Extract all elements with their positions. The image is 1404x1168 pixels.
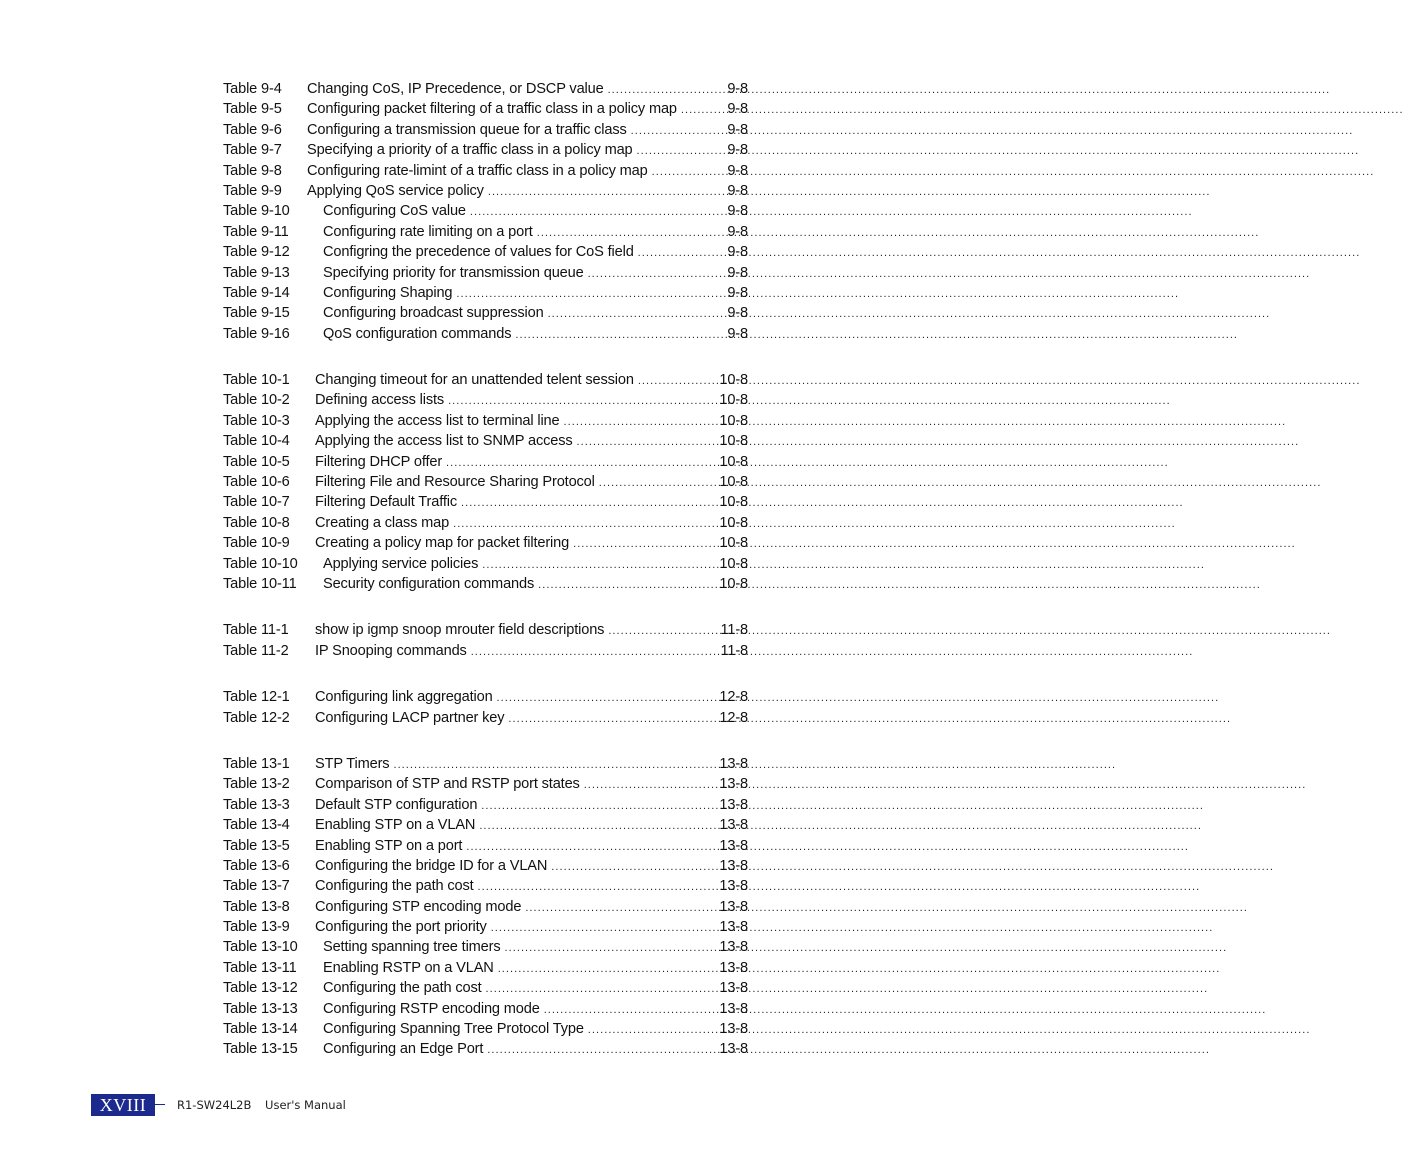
- table-title: Configuring the path cost: [323, 980, 482, 997]
- dot-leader: [393, 755, 713, 775]
- table-number: Table 9-6: [223, 121, 282, 138]
- toc-entry[interactable]: [223, 774, 748, 794]
- dot-leader: [608, 621, 714, 641]
- toc-entry[interactable]: [223, 620, 748, 640]
- toc-group: [223, 687, 748, 728]
- table-title: Configuring RSTP encoding mode: [323, 1000, 540, 1017]
- toc-entry[interactable]: [223, 876, 748, 896]
- page-reference: 9-8: [727, 264, 748, 281]
- dot-leader: [482, 555, 713, 575]
- table-title: Configuring CoS value: [323, 203, 466, 220]
- table-number: Table 9-15: [223, 305, 290, 322]
- page-reference: 10-8: [719, 514, 748, 531]
- dot-leader: [608, 80, 722, 100]
- page-reference: 9-8: [727, 284, 748, 301]
- dot-leader: [453, 514, 713, 534]
- page-reference: 9-8: [727, 182, 748, 199]
- table-number: Table 9-7: [223, 142, 282, 159]
- table-title: Creating a policy map for packet filtering: [315, 535, 570, 552]
- page-reference: 11-8: [720, 622, 748, 639]
- page-reference: 13-8: [719, 959, 748, 976]
- table-title: Configring the precedence of values for CoS field: [323, 244, 634, 261]
- table-number: Table 10-4: [223, 433, 290, 450]
- table-title: Applying service policies: [323, 555, 479, 572]
- table-title: Configuring link aggregation: [315, 689, 493, 706]
- toc-group: [223, 370, 748, 594]
- toc-group: [223, 79, 748, 344]
- dot-leader: [638, 243, 722, 263]
- table-number: Table 13-6: [223, 857, 290, 874]
- table-title: Configuring an Edge Port: [323, 1041, 484, 1058]
- dot-leader: [631, 121, 722, 141]
- page-reference: 9-8: [727, 81, 748, 97]
- table-number: Table 10-3: [223, 412, 290, 429]
- dot-leader: [487, 1040, 713, 1060]
- toc-entry[interactable]: [223, 201, 748, 221]
- table-number: Table 9-16: [223, 325, 290, 342]
- toc-entry[interactable]: [223, 161, 748, 181]
- toc-entry[interactable]: [223, 242, 748, 262]
- page-reference: 9-8: [727, 325, 748, 342]
- table-title: Applying the access list to SNMP access: [315, 433, 573, 450]
- toc-entry[interactable]: [223, 411, 748, 431]
- table-number: Table 13-11: [223, 959, 297, 976]
- table-title: Setting spanning tree timers: [323, 939, 501, 956]
- table-number: Table 9-9: [223, 182, 282, 199]
- dot-leader: [515, 325, 721, 345]
- toc-entry[interactable]: [223, 283, 748, 303]
- page-reference: 13-8: [719, 980, 748, 997]
- page-reference: 13-8: [719, 898, 748, 915]
- table-number: Table 13-14: [223, 1021, 298, 1038]
- toc-entry[interactable]: [223, 181, 748, 201]
- toc-entry[interactable]: [223, 263, 748, 283]
- table-number: Table 9-11: [223, 223, 289, 240]
- table-number: Table 10-10: [223, 555, 298, 572]
- dot-leader: [577, 432, 714, 452]
- toc-entry[interactable]: [223, 431, 748, 451]
- table-title: Applying QoS service policy: [307, 182, 484, 199]
- dot-leader: [488, 182, 722, 202]
- dot-leader: [564, 412, 714, 432]
- toc-entry[interactable]: [223, 978, 748, 998]
- toc-entry[interactable]: [223, 574, 748, 594]
- toc-entry[interactable]: [223, 687, 748, 707]
- dot-leader: [584, 775, 714, 795]
- page-reference: 13-8: [719, 796, 748, 813]
- table-title: Filtering File and Resource Sharing Protocol: [315, 474, 595, 491]
- dot-leader: [491, 918, 714, 938]
- footer-caption: [177, 1098, 346, 1112]
- page-reference: 13-8: [719, 1000, 748, 1017]
- dot-leader: [448, 391, 713, 411]
- table-title: Configuring Spanning Tree Protocol Type: [323, 1021, 584, 1038]
- page-reference: 13-8: [719, 1041, 748, 1058]
- table-number: Table 13-4: [223, 817, 290, 834]
- page-reference: 9-8: [727, 162, 748, 179]
- table-title: show ip igmp snoop mrouter field descriptions: [315, 622, 605, 639]
- page-reference: 13-8: [719, 919, 748, 936]
- table-number: Table 10-5: [223, 453, 290, 470]
- product-name: R1-SW24L2B: [177, 1098, 252, 1112]
- page-footer: [91, 1094, 511, 1116]
- table-number: Table 10-11: [223, 575, 297, 592]
- dot-leader: [544, 1000, 714, 1020]
- page-reference: 10-8: [719, 453, 748, 470]
- page-reference: 10-8: [719, 433, 748, 450]
- page-reference: 9-8: [727, 121, 748, 138]
- toc-entry[interactable]: [223, 370, 748, 390]
- dot-leader: [548, 304, 722, 324]
- table-title: Configuring packet filtering of a traffic class in a policy map: [307, 101, 677, 118]
- toc-entry[interactable]: [223, 754, 748, 774]
- toc-entry[interactable]: [223, 140, 748, 160]
- table-title: Enabling STP on a port: [315, 837, 463, 854]
- table-number: Table 12-1: [223, 689, 290, 706]
- table-title: Configuring rate-limint of a traffic class in a policy map: [307, 162, 648, 179]
- table-number: Table 10-1: [223, 372, 290, 389]
- table-number: Table 13-3: [223, 796, 290, 813]
- toc-entry[interactable]: [223, 120, 748, 140]
- page-reference: 10-8: [719, 474, 748, 491]
- toc-group: [223, 754, 748, 1060]
- table-number: Table 13-5: [223, 837, 290, 854]
- page-reference: 13-8: [719, 857, 748, 874]
- table-number: Table 9-14: [223, 284, 290, 301]
- page-reference: 13-8: [719, 939, 748, 956]
- toc-entry[interactable]: [223, 856, 748, 876]
- table-title: QoS configuration commands: [323, 325, 512, 342]
- toc-entry[interactable]: [223, 1039, 748, 1059]
- dot-leader: [537, 223, 722, 243]
- manual-label: User's Manual: [265, 1098, 346, 1112]
- toc-entry[interactable]: [223, 492, 748, 512]
- toc-entry[interactable]: [223, 917, 748, 937]
- table-number: Table 11-1: [223, 622, 289, 639]
- table-title: Applying the access list to terminal line: [315, 412, 560, 429]
- table-title: Creating a class map: [315, 514, 450, 531]
- page-reference: 10-8: [719, 412, 748, 429]
- dot-leader: [461, 493, 713, 513]
- toc-entry[interactable]: [223, 472, 748, 492]
- dot-leader: [525, 898, 713, 918]
- page-reference: 9-8: [727, 223, 748, 240]
- toc-group: [223, 620, 748, 661]
- page-reference: 9-8: [727, 101, 748, 118]
- toc-entry[interactable]: [223, 958, 748, 978]
- toc-entry[interactable]: [223, 708, 748, 728]
- table-title: Changing CoS, IP Precedence, or DSCP value: [307, 81, 604, 97]
- dot-leader: [588, 264, 722, 284]
- footer-divider: [155, 1104, 165, 1105]
- table-title: Enabling RSTP on a VLAN: [323, 959, 494, 976]
- table-number: Table 13-10: [223, 939, 298, 956]
- toc-entry[interactable]: [223, 79, 748, 99]
- table-title: Default STP configuration: [315, 796, 478, 813]
- table-title: Specifying priority for transmission queue: [323, 264, 584, 281]
- table-title: Configuring the bridge ID for a VLAN: [315, 857, 548, 874]
- table-title: Configuring broadcast suppression: [323, 305, 544, 322]
- page-reference: 13-8: [719, 1021, 748, 1038]
- table-title: Configuring LACP partner key: [315, 709, 505, 726]
- table-number: Table 12-2: [223, 709, 290, 726]
- dot-leader: [471, 642, 715, 662]
- dot-leader: [508, 709, 713, 729]
- toc-entry[interactable]: [223, 897, 748, 917]
- dot-leader: [637, 141, 722, 161]
- dot-leader: [470, 202, 721, 222]
- table-title: Specifying a priority of a traffic class in a policy map: [307, 142, 633, 159]
- toc-entry[interactable]: [223, 554, 748, 574]
- toc-entry[interactable]: [223, 452, 748, 472]
- table-number: Table 9-5: [223, 101, 282, 118]
- toc-entry[interactable]: [223, 795, 748, 815]
- page-reference: 13-8: [719, 776, 748, 793]
- toc-entry[interactable]: [223, 533, 748, 553]
- table-number: Table 13-13: [223, 1000, 298, 1017]
- table-title: Security configuration commands: [323, 575, 535, 592]
- table-title: Comparison of STP and RSTP port states: [315, 776, 580, 793]
- page-reference: 11-8: [720, 642, 748, 659]
- dot-leader: [478, 877, 714, 897]
- toc-entry[interactable]: [223, 836, 748, 856]
- toc-entry[interactable]: [223, 324, 748, 344]
- table-number: Table 13-8: [223, 898, 290, 915]
- page-reference: 10-8: [719, 392, 748, 409]
- table-number: Table 9-4: [223, 81, 282, 97]
- dot-leader: [497, 688, 714, 708]
- page-reference: 10-8: [719, 494, 748, 511]
- table-number: Table 13-2: [223, 776, 290, 793]
- page-reference: 9-8: [727, 203, 748, 220]
- table-title: IP Snooping commands: [315, 642, 467, 659]
- table-number: Table 10-8: [223, 514, 290, 531]
- table-title: Configuring the port priority: [315, 919, 487, 936]
- page-reference: 10-8: [719, 555, 748, 572]
- table-title: Defining access lists: [315, 392, 445, 409]
- toc-entry[interactable]: [223, 390, 748, 410]
- page-reference: 9-8: [727, 142, 748, 159]
- page-reference: 12-8: [719, 709, 748, 726]
- dot-leader: [479, 816, 713, 836]
- page-reference: 9-8: [727, 244, 748, 261]
- table-of-contents-list: [223, 79, 748, 1086]
- toc-entry[interactable]: [223, 1019, 748, 1039]
- toc-entry[interactable]: [223, 937, 748, 957]
- table-number: Table 13-12: [223, 980, 298, 997]
- table-number: Table 9-13: [223, 264, 290, 281]
- dot-leader: [505, 938, 714, 958]
- page-reference: 13-8: [719, 837, 748, 854]
- table-number: Table 13-1: [223, 755, 290, 772]
- table-title: Filtering Default Traffic: [315, 494, 457, 511]
- page-reference: 10-8: [719, 372, 748, 389]
- page-reference: 9-8: [727, 305, 748, 322]
- toc-entry[interactable]: [223, 222, 748, 242]
- table-number: Table 9-8: [223, 162, 282, 179]
- table-title: Configuring the path cost: [315, 878, 474, 895]
- table-title: Configuring rate limiting on a port: [323, 223, 533, 240]
- page-number-badge: XVIII: [91, 1094, 155, 1116]
- toc-entry[interactable]: [223, 513, 748, 533]
- page-reference: 12-8: [719, 689, 748, 706]
- table-number: Table 13-9: [223, 919, 290, 936]
- page-reference: 13-8: [719, 817, 748, 834]
- dot-leader: [466, 837, 713, 857]
- table-title: Configuring Shaping: [323, 284, 453, 301]
- dot-leader: [599, 473, 714, 493]
- dot-leader: [681, 100, 721, 120]
- toc-entry[interactable]: [223, 641, 748, 661]
- table-number: Table 10-7: [223, 494, 290, 511]
- dot-leader: [551, 857, 713, 877]
- dot-leader: [498, 959, 714, 979]
- toc-entry[interactable]: [223, 999, 748, 1019]
- dot-leader: [486, 979, 714, 999]
- page-reference: 10-8: [719, 535, 748, 552]
- dot-leader: [652, 162, 722, 182]
- table-number: Table 13-7: [223, 878, 290, 895]
- table-title: Filtering DHCP offer: [315, 453, 443, 470]
- dot-leader: [638, 371, 714, 391]
- page-reference: 13-8: [719, 878, 748, 895]
- dot-leader: [538, 575, 713, 595]
- page-reference: 10-8: [719, 575, 748, 592]
- table-title: Changing timeout for an unattended telent session: [315, 372, 634, 389]
- table-number: Table 13-15: [223, 1041, 298, 1058]
- table-number: Table 10-6: [223, 474, 290, 491]
- page-reference: 13-8: [719, 755, 748, 772]
- table-number: Table 9-10: [223, 203, 290, 220]
- dot-leader: [573, 534, 713, 554]
- table-title: Configuring STP encoding mode: [315, 898, 522, 915]
- table-number: Table 10-9: [223, 535, 290, 552]
- toc-entry[interactable]: [223, 303, 748, 323]
- dot-leader: [446, 453, 713, 473]
- table-number: Table 11-2: [223, 642, 289, 659]
- toc-entry[interactable]: [223, 99, 748, 119]
- dot-leader: [456, 284, 721, 304]
- toc-entry[interactable]: [223, 815, 748, 835]
- table-number: Table 9-12: [223, 244, 290, 261]
- table-number: Table 10-2: [223, 392, 290, 409]
- dot-leader: [588, 1020, 714, 1040]
- table-title: Enabling STP on a VLAN: [315, 817, 476, 834]
- table-title: Configuring a transmission queue for a traffic class: [307, 121, 627, 138]
- table-title: STP Timers: [315, 755, 390, 772]
- dot-leader: [481, 796, 713, 816]
